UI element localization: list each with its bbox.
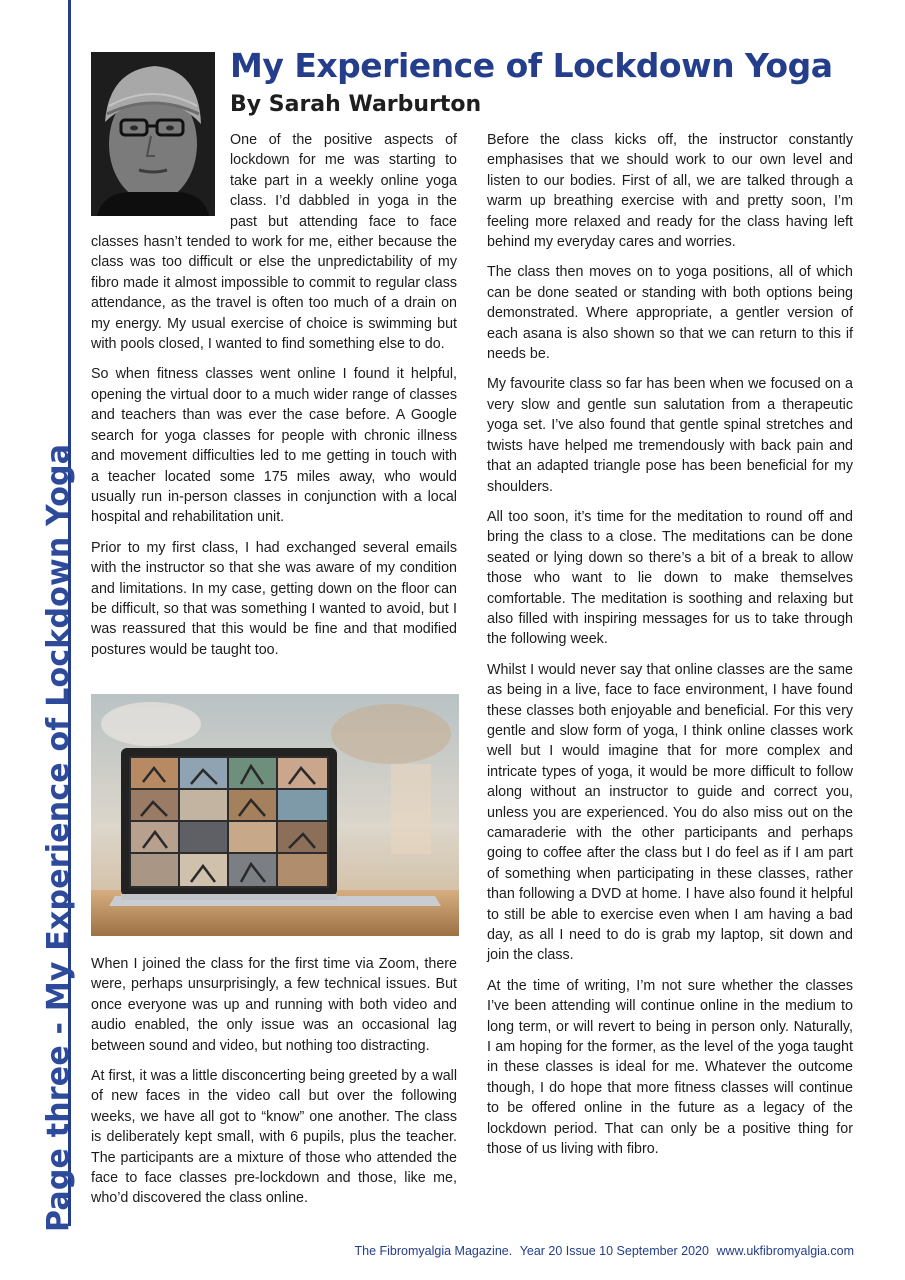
paragraph: At first, it was a little disconcerting being greeted by a wall of new faces in the video call but over the following weeks, we have all got to “know” one another. The class is deliberately kept small, with 6 pupils, plus the teacher. The participants are a mixture of those who attended the face to face classes pre-lockdown and those, like me, who’d discovered the class online.: [91, 1068, 457, 1207]
footer-issue: Year 20 Issue 10 September 2020: [519, 1244, 709, 1258]
article-byline: By Sarah Warburton: [230, 92, 482, 117]
paragraph: At the time of writing, I’m not sure whether the classes I’ve been attending will continue online in the medium to long term, or will revert to being in person only. Naturally, I am hoping for the former, as the level of the yoga taught in these classes is ideal for me. Whatever the outcome though, I do hope that more fitness classes will continue to be offered online in the future as a legacy of the lockdown period. That can only be a positive thing for those of us living with fibro.: [487, 977, 853, 1158]
paragraph: One of the positive aspects of lockdown for me was starting to take part in a weekly online yoga class. I’d dabbled in yoga in the past but attending face to face classes hasn’t tended to work for me, either because the class was too difficult or else the unpredictability of my fibro made it almost impossible to commit to regular class attendance, as the travel is often too much of a drain on my energy. My usual exercise of choice is swimming but with pools closed, I wanted to find something else to do.: [91, 132, 457, 353]
left-column-bottom: [91, 954, 457, 1219]
side-page-title: Page three - My Experience of Lockdown Yoga: [41, 443, 76, 1232]
laptop-zoom-graphic: [91, 694, 459, 936]
paragraph: So when fitness classes went online I found it helpful, opening the virtual door to a much wider range of classes and teachers than was ever the case before. A Google search for yoga classes for people with chronic illness and movement difficulties led to me getting in touch with a teacher located some 175 miles away, who would usually run in-person classes in conjunction with a local hospital and rehabilitation unit.: [91, 366, 457, 526]
left-column-top: [91, 130, 457, 670]
laptop-zoom-photo: [91, 694, 459, 936]
paragraph: Before the class kicks off, the instructor constantly emphasises that we should work to our own level and listen to our bodies. First of all, we are talked through a warm up breathing exercise with and pretty soon, I’m feeling more relaxed and ready for the class having left behind my everyday cares and worries.: [487, 132, 853, 251]
paragraph: My favourite class so far has been when we focused on a very slow and gentle sun salutation from a therapeutic yoga set. I’ve also found that gentle spinal stretches and twists have helped me tremendously with back pain and that an adapted triangle pose has been beneficial for my shoulders.: [487, 376, 853, 495]
paragraph: Prior to my first class, I had exchanged several emails with the instructor so that she was aware of my condition and limitations. In my case, getting down on the floor can be difficult, so that was something I wanted to avoid, but I was reassured that this would be fine and that modified postures would be taught too.: [91, 539, 457, 658]
footer-website-link[interactable]: www.ukfibromyalgia.com: [716, 1244, 854, 1258]
article-title: My Experience of Lockdown Yoga: [230, 46, 833, 85]
portrait-text-wrap: [91, 130, 230, 230]
page-footer: [0, 1244, 854, 1258]
footer-magazine: The Fibromyalgia Magazine.: [354, 1244, 513, 1258]
paragraph: All too soon, it’s time for the meditation to round off and bring the class to a close. The meditations can be done seated or lying down so there’s a bit of a break to allow those who want to lie down to make themselves comfortable. The meditation is soothing and relaxing but also filled with inspiring messages for us to take through the following week.: [487, 508, 853, 648]
right-column: [487, 130, 853, 1170]
paragraph: The class then moves on to yoga positions, all of which can be done seated or standing with both options being demonstrated. Where appropriate, a gentler version of each asana is also shown so that we can return to this if needs be.: [487, 264, 853, 363]
paragraph: When I joined the class for the first time via Zoom, there were, perhaps unsurprisingly, a few technical issues. But once everyone was up and running with both video and audio enabled, the only issue was an occasional lag between sound and video, but nothing too distracting.: [91, 956, 457, 1054]
paragraph: Whilst I would never say that online classes are the same as being in a live, face to face environment, I have found these classes both enjoyable and beneficial. For this very gentle and slow form of yoga, I think online classes work well but I would imagine that for more complex and intricate types of yoga, it would be more difficult to follow along without an instructor to guide and correct you, unless you are experienced. You do also miss out on the camaraderie with the other participants and perhaps going to coffee after the class but I do feel as if I am part of something when participating in these classes, rather than following a DVD at home. I have also found it helpful to still be able to exercise even when I am having a bad day, as all I need to do is grab my laptop, sit down and join the class.: [487, 661, 853, 964]
